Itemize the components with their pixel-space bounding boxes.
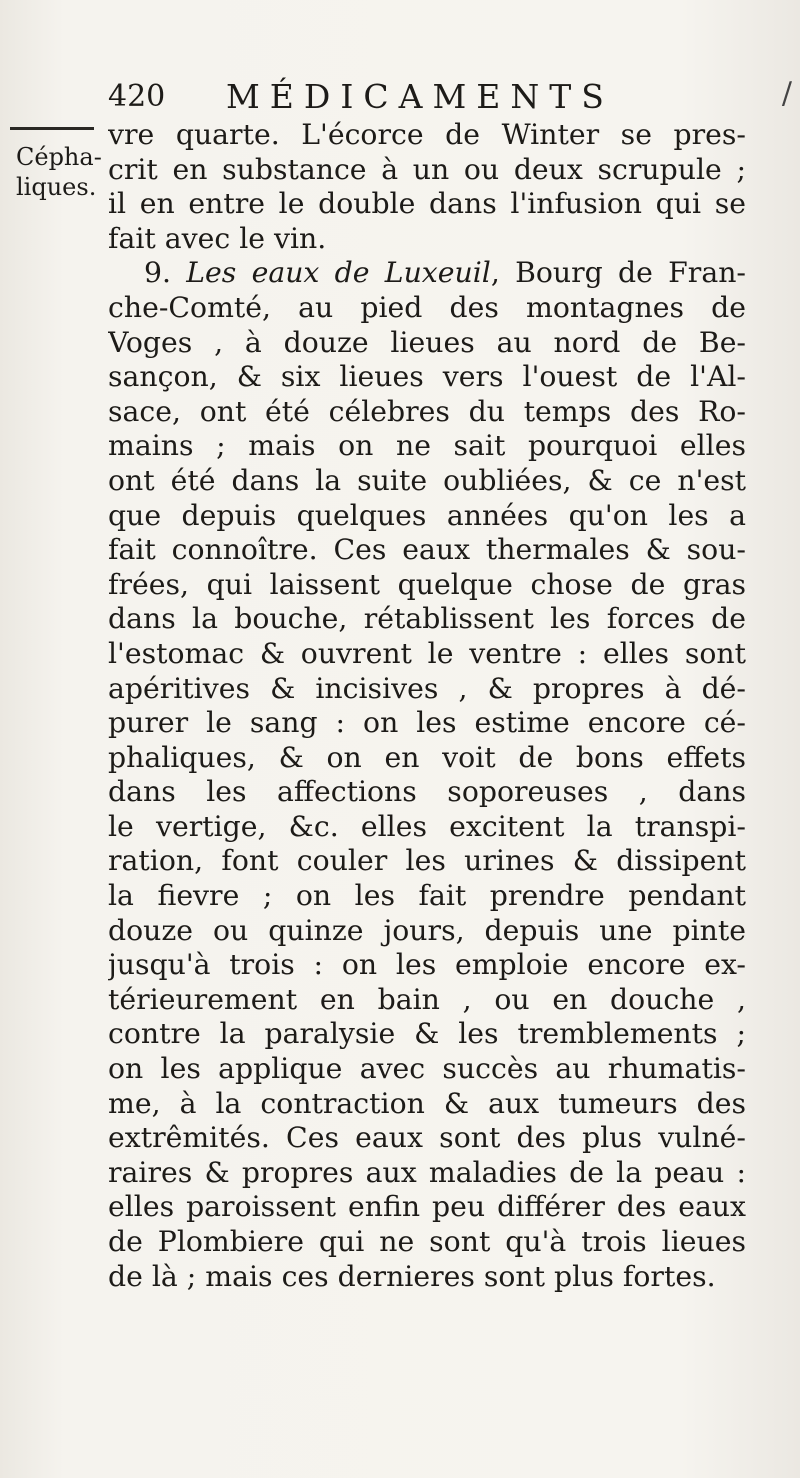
text-line: térieurement en bain , ou en douche , (108, 982, 746, 1016)
paragraph-number: 9. (144, 256, 171, 290)
paragraph-first-line-rest: , Bourg de Fran- (490, 256, 746, 290)
paragraph-title: Les eaux de Luxeuil (186, 256, 491, 290)
text-line: on les applique avec succès au rhumatis- (108, 1052, 746, 1086)
text-line: sançon, & six lieues vers l'ouest de l'Al- (108, 360, 746, 394)
text-line: Voges , à douze lieues au nord de Be- (108, 325, 746, 359)
text-line: douze ou quinze jours, depuis une pinte (108, 913, 746, 947)
text-line: vre quarte. L'écorce de Winter se pres- (108, 118, 746, 151)
text-line: fait avec le vin. (108, 221, 327, 255)
text-line: que depuis quelques années qu'on les a (108, 498, 746, 532)
page-number: 420 (108, 79, 166, 114)
page-header (108, 72, 768, 122)
text-line: extrêmités. Ces eaux sont des plus vulné- (108, 1121, 746, 1155)
margin-note (16, 142, 106, 202)
paragraph-body (108, 291, 746, 1294)
text-line: dans les affections soporeuses , dans (108, 775, 746, 809)
text-line: contre la paralysie & les tremblements ; (108, 1017, 746, 1051)
text-line: elles paroissent enfin peu différer des eaux (108, 1190, 746, 1224)
text-line: che-Comté, au pied des montagnes de (108, 290, 746, 324)
text-line: apéritives & incisives , & propres à dé- (108, 671, 746, 705)
text-line: le vertige, &c. elles excitent la transpi- (108, 809, 746, 843)
text-line: raires & propres aux maladies de la peau : (108, 1155, 746, 1189)
margin-rule (10, 127, 94, 130)
text-line: il en entre le double dans l'infusion qui se (108, 187, 746, 221)
text-line: dans la bouche, rétablissent les forces de (108, 602, 746, 636)
text-line: me, à la contraction & aux tumeurs des (108, 1086, 746, 1120)
margin-note-line: Cépha- (16, 143, 102, 171)
text-line: ration, font couler les urines & dissipent (108, 844, 746, 878)
text-line: mains ; mais on ne sait pourquoi elles (108, 429, 746, 463)
edge-mark: / (781, 76, 792, 111)
text-line: purer le sang : on les estime encore cé- (108, 706, 746, 740)
text-line: sace, ont été célebres du temps des Ro- (108, 394, 746, 428)
text-line: de là ; mais ces dernieres sont plus fortes. (108, 1259, 716, 1293)
paragraph-first-line (108, 256, 746, 291)
margin-note-line: liques. (16, 173, 97, 201)
text-line: de Plombiere qui ne sont qu'à trois lieues (108, 1225, 746, 1258)
text-line: fait connoître. Ces eaux thermales & sou- (108, 533, 746, 567)
text-line: l'estomac & ouvrent le ventre : elles sont (108, 636, 746, 670)
text-line: phaliques, & on en voit de bons effets (108, 740, 746, 774)
body-text (108, 118, 746, 1294)
text-line: jusqu'à trois : on les emploie encore ex- (108, 948, 746, 982)
running-title: MÉDICAMENTS (226, 77, 614, 116)
text-line: ont été dans la suite oubliées, & ce n'est (108, 463, 746, 497)
text-line: la fievre ; on les fait prendre pendant (108, 879, 746, 913)
text-line: frées, qui laissent quelque chose de gras (108, 567, 746, 601)
text-line: crit en substance à un ou deux scrupule ; (108, 152, 746, 186)
